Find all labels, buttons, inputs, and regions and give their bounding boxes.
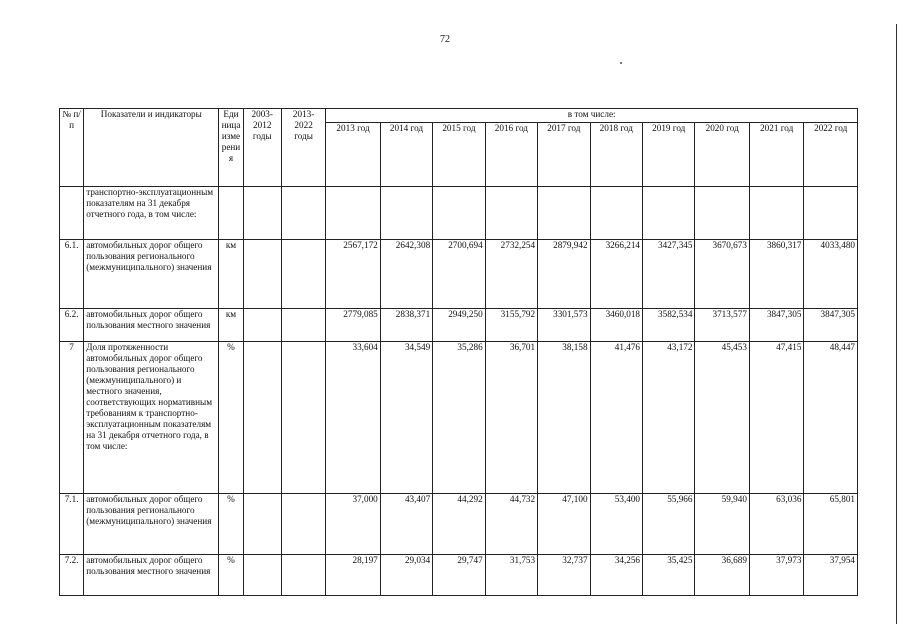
year-value-cell: 55,966 xyxy=(643,494,695,555)
year-value-cell: 34,549 xyxy=(380,342,432,494)
year-value-cell: 3847,305 xyxy=(804,309,858,342)
unit-cell xyxy=(219,187,243,240)
row-number: 6.1. xyxy=(60,240,84,309)
year-value-cell: 4033,480 xyxy=(804,240,858,309)
year-value-cell: 43,172 xyxy=(643,342,695,494)
period-2013-2022-cell xyxy=(281,240,325,309)
period-2003-2012-cell xyxy=(243,187,281,240)
year-value-cell xyxy=(590,187,642,240)
year-value-cell xyxy=(433,187,485,240)
unit-cell: км xyxy=(219,240,243,309)
row-number xyxy=(60,187,84,240)
year-value-cell: 3427,345 xyxy=(643,240,695,309)
year-value-cell: 36,701 xyxy=(485,342,537,494)
row-number: 7.2. xyxy=(60,555,84,596)
header-year: 2018 год xyxy=(590,123,642,187)
header-year: 2020 год xyxy=(695,123,749,187)
year-value-cell: 34,256 xyxy=(590,555,642,596)
year-value-cell: 59,940 xyxy=(695,494,749,555)
header-year: 2017 год xyxy=(538,123,590,187)
year-value-cell: 3670,673 xyxy=(695,240,749,309)
year-value-cell: 29,747 xyxy=(433,555,485,596)
table-row xyxy=(60,187,858,240)
year-value-cell: 2642,308 xyxy=(380,240,432,309)
year-value-cell: 2779,085 xyxy=(326,309,380,342)
table-row xyxy=(60,240,858,309)
period-2003-2012-cell xyxy=(243,309,281,342)
year-value-cell: 3860,317 xyxy=(749,240,803,309)
header-year: 2014 год xyxy=(380,123,432,187)
year-value-cell xyxy=(326,187,380,240)
unit-cell: % xyxy=(219,494,243,555)
year-value-cell: 33,604 xyxy=(326,342,380,494)
year-value-cell: 2879,942 xyxy=(538,240,590,309)
year-value-cell: 37,000 xyxy=(326,494,380,555)
year-value-cell: 3713,577 xyxy=(695,309,749,342)
period-2013-2022-cell xyxy=(281,187,325,240)
year-value-cell xyxy=(749,187,803,240)
year-value-cell: 37,954 xyxy=(804,555,858,596)
page-number: 72 xyxy=(440,34,450,45)
year-value-cell xyxy=(643,187,695,240)
period-2003-2012-cell xyxy=(243,240,281,309)
header-unit: Единица измерения xyxy=(219,109,243,187)
year-value-cell: 29,034 xyxy=(380,555,432,596)
header-including: в том числе: xyxy=(326,109,858,123)
table-row xyxy=(60,555,858,596)
year-value-cell: 53,400 xyxy=(590,494,642,555)
year-value-cell: 44,292 xyxy=(433,494,485,555)
year-value-cell: 38,158 xyxy=(538,342,590,494)
year-value-cell: 28,197 xyxy=(326,555,380,596)
period-2003-2012-cell xyxy=(243,494,281,555)
header-no: № п/п xyxy=(60,109,84,187)
year-value-cell: 47,415 xyxy=(749,342,803,494)
year-value-cell: 3582,534 xyxy=(643,309,695,342)
year-value-cell: 47,100 xyxy=(538,494,590,555)
year-value-cell: 2700,694 xyxy=(433,240,485,309)
header-year: 2022 год xyxy=(804,123,858,187)
row-number: 6.2. xyxy=(60,309,84,342)
header-year: 2016 год xyxy=(485,123,537,187)
year-value-cell xyxy=(804,187,858,240)
period-2013-2022-cell xyxy=(281,555,325,596)
scan-speck xyxy=(620,62,622,64)
year-value-cell: 2838,371 xyxy=(380,309,432,342)
period-2003-2012-cell xyxy=(243,342,281,494)
unit-cell: км xyxy=(219,309,243,342)
year-value-cell: 48,447 xyxy=(804,342,858,494)
indicator-name: автомобильных дорог общего пользования регионального (межмуниципального) значения xyxy=(84,494,219,555)
year-value-cell: 3155,792 xyxy=(485,309,537,342)
year-value-cell: 35,425 xyxy=(643,555,695,596)
year-value-cell: 41,476 xyxy=(590,342,642,494)
header-indicators: Показатели и индикаторы xyxy=(84,109,219,187)
year-value-cell: 2949,250 xyxy=(433,309,485,342)
table-row xyxy=(60,342,858,494)
year-value-cell xyxy=(538,187,590,240)
year-value-cell: 3266,214 xyxy=(590,240,642,309)
table-row xyxy=(60,309,858,342)
year-value-cell: 2732,254 xyxy=(485,240,537,309)
indicator-name: транспортно-эксплуатационным показателям на 31 декабря отчетного года, в том числе: xyxy=(84,187,219,240)
year-value-cell: 3301,573 xyxy=(538,309,590,342)
header-period-2013-2022: 2013-2022 годы xyxy=(281,109,325,187)
indicator-name: Доля протяженности автомобильных дорог общего пользования регионального (межмуниципального) и местного значения, соответствующих нормативным требованиям к транспортно-эксплуатационным показателям на 31 декабря отчетного года, в том числе: xyxy=(84,342,219,494)
year-value-cell xyxy=(380,187,432,240)
indicator-name: автомобильных дорог общего пользования местного значения xyxy=(84,309,219,342)
header-period-2003-2012: 2003-2012 годы xyxy=(243,109,281,187)
indicator-name: автомобильных дорог общего пользования регионального (межмуниципального) значения xyxy=(84,240,219,309)
year-value-cell: 32,737 xyxy=(538,555,590,596)
period-2013-2022-cell xyxy=(281,494,325,555)
indicator-name: автомобильных дорог общего пользования местного значения xyxy=(84,555,219,596)
year-value-cell: 44,732 xyxy=(485,494,537,555)
year-value-cell xyxy=(485,187,537,240)
year-value-cell: 65,801 xyxy=(804,494,858,555)
indicators-table xyxy=(59,108,858,596)
period-2003-2012-cell xyxy=(243,555,281,596)
year-value-cell: 37,973 xyxy=(749,555,803,596)
year-value-cell: 63,036 xyxy=(749,494,803,555)
header-year: 2013 год xyxy=(326,123,380,187)
year-value-cell: 3460,018 xyxy=(590,309,642,342)
year-value-cell: 43,407 xyxy=(380,494,432,555)
unit-cell: % xyxy=(219,342,243,494)
row-number: 7.1. xyxy=(60,494,84,555)
unit-cell: % xyxy=(219,555,243,596)
header-year: 2015 год xyxy=(433,123,485,187)
page-edge-line xyxy=(896,24,897,624)
year-value-cell: 31,753 xyxy=(485,555,537,596)
header-year: 2019 год xyxy=(643,123,695,187)
year-value-cell: 2567,172 xyxy=(326,240,380,309)
year-value-cell: 45,453 xyxy=(695,342,749,494)
year-value-cell: 36,689 xyxy=(695,555,749,596)
year-value-cell: 3847,305 xyxy=(749,309,803,342)
period-2013-2022-cell xyxy=(281,342,325,494)
period-2013-2022-cell xyxy=(281,309,325,342)
header-year: 2021 год xyxy=(749,123,803,187)
table-row xyxy=(60,494,858,555)
year-value-cell xyxy=(695,187,749,240)
row-number: 7 xyxy=(60,342,84,494)
year-value-cell: 35,286 xyxy=(433,342,485,494)
